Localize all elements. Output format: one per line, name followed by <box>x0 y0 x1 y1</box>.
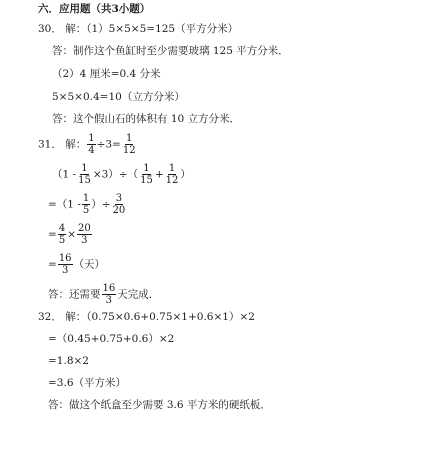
fraction: $\frac{1}{4}$ <box>88 133 95 156</box>
fraction: $\frac{16}{3}$ <box>58 253 72 276</box>
fraction: $\frac{20}{3}$ <box>78 223 91 246</box>
q32-line-3: =1.8×2 <box>48 355 89 367</box>
q31-line-1: 31． 解： $\frac{1}{4}$ ÷3= $\frac{1}{12}$ <box>38 133 136 156</box>
fraction: $\frac{1}{12}$ <box>165 163 179 186</box>
q31-prefix: 31． 解： <box>38 138 87 151</box>
q30-line-1: 30． 解：（1）5×5×5=125（平方分米） <box>38 23 239 35</box>
q32-answer: 答：做这个纸盒至少需要 3.6 平方米的硬纸板． <box>48 399 271 411</box>
q32-line-4: =3.6（平方米） <box>48 377 126 389</box>
q32-line-2: =（0.45+0.75+0.6）×2 <box>48 333 175 345</box>
q30-answer-2: 答：这个假山石的体积有 10 立方分米． <box>52 113 241 125</box>
q30-line-3: （2）4 厘米=0.4 分米 <box>52 68 161 80</box>
fraction: $\frac{1}{15}$ <box>140 163 153 186</box>
fraction: $\frac{4}{5}$ <box>58 223 66 246</box>
fraction: $\frac{1}{12}$ <box>122 133 136 156</box>
q31-line-4: = $\frac{4}{5}$ × $\frac{20}{3}$ <box>48 223 91 246</box>
q30-line-4: 5×5×0.4=10（立方分米） <box>52 91 185 103</box>
section-title: 六．应用题（共3小题） <box>38 3 151 15</box>
fraction: $\frac{3}{20}$ <box>112 193 126 216</box>
fraction: $\frac{16}{3}$ <box>102 283 116 306</box>
q31-answer: 答：还需要 $\frac{16}{3}$ 天完成． <box>48 283 160 306</box>
q31-line-2: （1 - $\frac{1}{15}$ ×3）÷（ $\frac{1}{15}$ + $\frac{1}{12}$ ） <box>52 163 191 186</box>
q30-answer-1: 答：制作这个鱼缸时至少需要玻璃 125 平方分米． <box>52 45 289 57</box>
q31-line-3: =（1 - $\frac{1}{5}$ ）÷ $\frac{3}{20}$ <box>48 193 126 216</box>
q32-line-1: 32． 解：（0.75×0.6+0.75×1+0.6×1）×2 <box>38 311 255 323</box>
fraction: $\frac{1}{5}$ <box>82 193 90 216</box>
q31-line-5: = $\frac{16}{3}$ （天） <box>48 253 106 276</box>
fraction: $\frac{1}{15}$ <box>78 163 91 186</box>
